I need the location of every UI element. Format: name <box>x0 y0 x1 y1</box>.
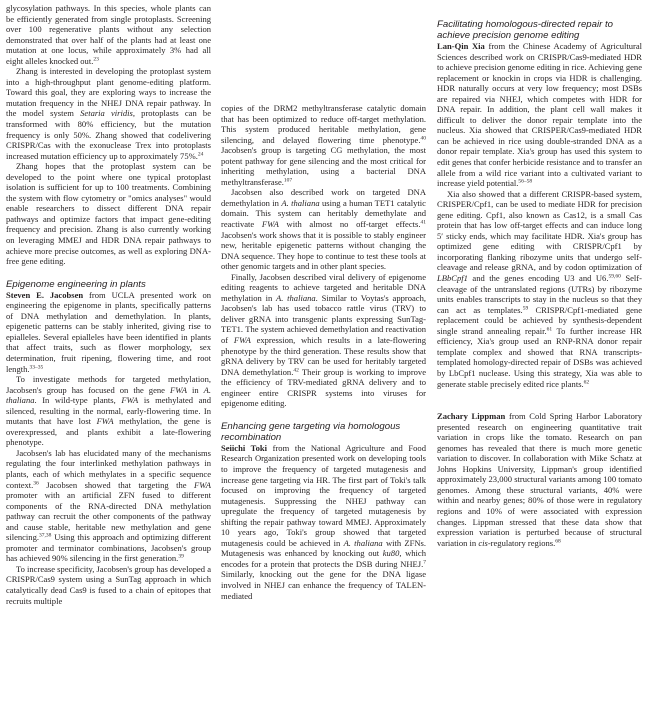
text: Zhang is interested in developing the protoplast system into a high-throughput plant genome-editing platform. Toward this goal, they are exploring ways to increase the mutation frequency in the NHEJ DNA repair pathway. In the model system <box>6 66 211 119</box>
paragraph <box>6 448 211 564</box>
gene-name: FWA <box>96 416 114 427</box>
text: expression, which results in a late-flowering phenotype by the third generation. These results show that gRNA delivery by TRV can be used for heritably targeted DNA demethylation. <box>221 335 426 377</box>
gene-name: LBbCpf1 <box>437 273 468 284</box>
reference: 62 <box>583 379 590 385</box>
species-name: A. thaliana <box>276 292 316 303</box>
reference: 68 <box>555 538 561 545</box>
text: with almost no off-target effects. <box>278 219 421 230</box>
text: is methylated and silenced, resulting in the normal, early-flowering time. In mutants that have lost <box>6 395 211 427</box>
text-column-1 <box>6 3 211 606</box>
reference: 7 <box>423 559 426 566</box>
text: , which encodes for a protein that protects the DSB during NHEJ. <box>221 548 426 569</box>
reference: 23 <box>93 56 99 63</box>
section-heading: Epigenome engineering in plants <box>6 278 146 290</box>
italic-term: cis <box>478 537 488 548</box>
paragraph <box>6 161 211 266</box>
text: with ZFNs. Mutagenesis was enhanced by knocking out <box>221 537 426 559</box>
reference: 41 <box>420 219 426 226</box>
text: Jacobsen also described work on targeted DNA demethylation in <box>221 187 426 208</box>
reference: 61 <box>546 326 553 333</box>
speaker-name: Steven E. Jacobsen <box>6 289 84 300</box>
species-name: Setaria viridis <box>80 108 133 119</box>
paragraph <box>6 66 211 161</box>
gene-name: FWA <box>233 335 251 346</box>
reference: 37,38 <box>39 532 52 539</box>
paragraph <box>437 411 642 548</box>
speaker-name: Zachary Lippman <box>437 411 506 422</box>
reference: 24 <box>197 151 204 158</box>
text: from UCLA presented work on engineering the epigenome in plants, specifically patterns of DNA methylation and demethylation. In plants, epigenetic patterns can be stably inherited, giving rise to epialleles. Several epialleles have been identified in plants that affect traits, such as flower morphology, sex determination, fruit ripening, flowering time, and root length. <box>6 289 211 374</box>
reference: 107 <box>283 177 293 184</box>
text: CRISPR/Cpf1-mediated gene replacement could be achieved by synthesis-dependent single strand annealing repair. <box>437 304 642 336</box>
paragraph <box>6 290 211 374</box>
paragraph <box>221 272 426 409</box>
reference: 39 <box>178 553 184 560</box>
text: -regulatory regions. <box>487 537 556 548</box>
reference: 59,60 <box>608 273 621 280</box>
text-column-3 <box>437 19 642 548</box>
text: Jacobsen's group is targeting CG methylation, the most potent pathway for gene silencing and the most critical for inheriting methylation, using a bacterial DNA methyltransferase. <box>221 145 426 187</box>
section-heading: Enhancing gene targeting via homologous recombination <box>221 420 401 443</box>
speaker-name: Seiichi Toki <box>221 442 267 453</box>
paragraph <box>221 443 426 601</box>
gene-name: FWA <box>169 384 187 395</box>
speaker-name: Lan-Qin Xia <box>437 41 485 51</box>
species-name: A. thaliana <box>281 197 320 208</box>
text: copies of the DRM2 methyltransferase catalytic domain that has been optimized to reduce off-target methylation. This system produced heritable methylation, gene silencing, and delayed flowering time phenotype. <box>221 103 426 145</box>
text: . In wild-type plants, <box>34 395 122 406</box>
text: To investigate methods for targeted methylation, Jacobsen's group has focused on the gene <box>6 374 211 395</box>
text: using a human TET1 catalytic domain. This system can heritably demethylate and reactivate <box>221 197 426 230</box>
reference: 56–58 <box>518 178 533 185</box>
text: . Similar to Voytas's approach, Jacobsen's lab has used tobacco rattle virus (TRV) to deliver gRNA into transgenic plants expressing SunTag-TET1. The system achieved demethylation and reactivation of <box>221 292 426 346</box>
text: Similarly, knocking out the gene for the DNA ligase involved in NHEJ can enhance the frequency of TALEN-mediated <box>221 569 426 601</box>
text: and the genes encoding U3 and U6. <box>467 273 609 284</box>
text-column-2 <box>221 103 426 601</box>
text: Zhang hopes that the protoplast system can be developed to the point where one typical protoplast isolation is sufficient for up to 100 treatments. Combining the system with flow cytometry or "omics analyses" would enable researchers to dissect different DNA repair pathways and optimize factors that impact gene-editing frequency and precision. Zhang is also currently working on leveraging MMEJ and HDR DNA repair pathways to achieve more precise outcomes, as well as exploring DNA-free gene editing. <box>6 161 211 267</box>
text: To further increase HR efficiency, Xia's group used an RNP-RNA donor repair template complex and showed that RNA transcripts-templated homology-directed repair of DSBs was achieved by LbCpf1 nuclease. Using this strategy, Xia was able to generate stable precisely edited rice plants. <box>437 325 642 389</box>
paragraph <box>6 374 211 448</box>
species-name: A. thaliana <box>343 537 383 548</box>
species-name: A. thaliana <box>6 384 212 406</box>
reference: 42 <box>293 367 299 374</box>
reference: 59 <box>522 305 529 312</box>
text: Finally, Jacobsen described viral delivery of epigenome editing reagents to achieve targeted and heritable DNA methylation in <box>221 271 426 303</box>
text: Their group is working to improve the efficiency of TRV-mediated gRNA delivery and to engineer entire CRISPR systems into viruses for epigenome editing. <box>221 366 426 409</box>
text: Jacobsen's work shows that it is possible to stably engineer new, heritable epigenetic patterns without changing the DNA sequence. They hope to continue to test these tools at other genomic targets and in other plant species. <box>221 229 426 272</box>
paragraph <box>437 41 642 189</box>
paragraph <box>6 3 211 66</box>
gene-name: ku80 <box>382 548 400 559</box>
text: Self-cleavage of the untranslated regions (UTRs) by ribozyme units enables transcripts to stay in the nucleus so that they can act as templates. <box>437 273 642 315</box>
text: from Cold Spring Harbor Laboratory presented research on engineering quantitative trait variation in crops like the tomato. Research on pan genomes has revealed that there is much more genetic variation to discover. In collaboration with Mike Schatz at Johns Hopkins University, Lippman's group identified approximately 23,000 structural variants among 100 tomato genomes. Among these structural variants, 40% were within and nearby genes; 80% of those were in regulatory regions and 10% of were associated with expression changes. Lippman stressed that these data show that expression variation is perturbed because of structural variation in <box>437 411 642 548</box>
text: Using this approach and optimizing different promoter and terminator combinations, Jacobsen's group has achieved 90% silencing in the first generation. <box>6 532 211 564</box>
text: promoter with an artificial ZFN fused to different components of the RNA-directed DNA methylation pathway can recruit the other components of the pathway and cause stable, heritable new methylation and gene silencing. <box>6 490 211 543</box>
paragraph <box>437 189 642 389</box>
text: , protoplasts can be transformed with 80% efficiency, but the mutation frequency is only 50%. Zhang showed that codelivering CRISPR/Cas with the exonuclease Trex into protoplasts increased mutation efficiency up to approximately 75%. <box>6 108 212 161</box>
reference: 36 <box>33 480 39 487</box>
gene-name: FWA <box>121 395 139 406</box>
text: from the Chinese Academy of Agricultural Sciences described work on CRISPR/Cas9-mediated HDR to achieve precision genome editing in rice. Achieving gene replacement or knockin in crops via HDR is challenging. HDR naturally occurs at very low frequency; most DSBs are repaired via NHEJ, which competes with HDR for DNA repair. In addition, the plant cell wall makes it difficult to deliver the donor repair template into the nucleus. Xia showed that CRISPER/Cas9-mediated HDR can be achieved in rice using double-stranded DNA as a donor repair template. Xia's group has used this system to edit genes that confer herbicide resistance and to transfer an allele from a wild rice variant into a cultivated variant to increase yield potential. <box>437 41 643 189</box>
reference: 33–35 <box>29 364 44 370</box>
paragraph <box>6 564 211 606</box>
text: in <box>186 384 204 395</box>
gene-name: FWA <box>261 219 279 230</box>
text: methylation, the gene is overexpressed, and plants exhibit a late-flowering phenotype. <box>6 416 211 448</box>
text: Jacobsen's lab has elucidated many of the mechanisms regulating the four interlinked methylation pathways in plants, each of which methylates in a specific sequence context. <box>6 447 211 490</box>
text: Jacobsen showed that targeting the <box>38 479 195 490</box>
paragraph <box>221 187 426 271</box>
text: glycosylation pathways. In this species, whole plants can be efficiently generated from single protoplasts. Screening over 100 regenerative plants without any selection demonstrated that over half of the plants had at least one mutation at one locus, while approximately 3% had all eight alleles knocked out. <box>6 3 211 66</box>
paragraph <box>221 103 426 187</box>
reference: 40 <box>420 135 426 142</box>
text: To increase specificity, Jacobsen's group has developed a CRISPR/Cas9 system using a SunTag approach in which catalytically dead Cas9 is fused to a chain of epitopes that recruits multiple <box>6 563 211 606</box>
text: Xia also showed that a different CRISPR-based system, CRISPER/Cpf1, can be used to mediate HDR for precision gene editing. Cpf1, also known as Cas12, is a small Cas protein that has low off-target effects and can induce long 5′ sticky ends, which may facilitate HDR. Xia's group has optimized gene editing with CRISPR/Cpf1 by incorporating flanking ribozyme units that undergo self-cleavage and release gRNA, and by codon optimization of <box>437 188 642 273</box>
gene-name: FWA <box>194 479 211 490</box>
section-heading: Facilitating homologous-directed repair to achieve precision genome editing <box>437 19 613 41</box>
text: from the National Agriculture and Food Research Organization presented work on developing tools to improve the frequency of targeted mutagenesis and increase gene targeting via HR. The first part of Toki's talk focused on improving the frequency of targeted mutagenesis. Suppressing the NHEJ pathway can upregulate the frequency of targeted mutagenesis by shifting the repair pathway toward MMEJ. Approximately 10 years ago, Toki's group showed that targeted mutagenesis could be achieved in <box>221 442 426 548</box>
